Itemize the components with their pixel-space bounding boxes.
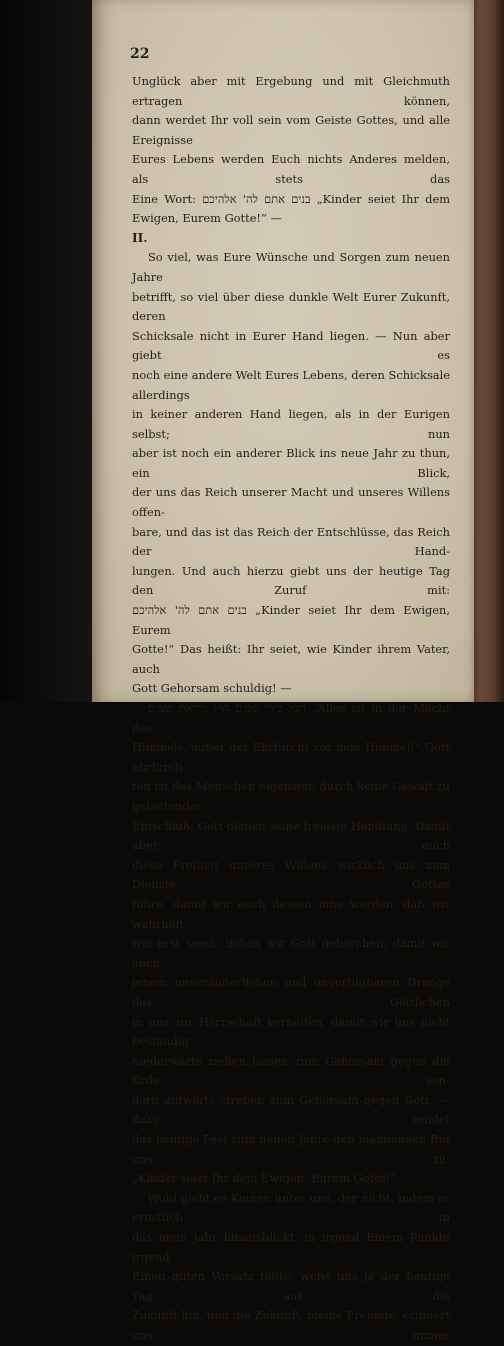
text-line: ten ist des Menschen eigenster, durch keine Gewalt zu gebietender	[132, 779, 450, 813]
section-heading: II.	[132, 230, 148, 245]
text-line: הכל בידי שמים חוץ מיראת שמים „Alles ist in der Macht des	[132, 701, 450, 735]
text-line: Himmels, außer der Ehrfurcht vor dem Himmel!“ Gott ehrfürch-	[132, 740, 450, 774]
text-line: führe, damit wir auch dessen inne werden, daß wir wahrhaft	[132, 896, 450, 931]
text-line: Gotte!“ Das heißt: Ihr seiet, wie Kinder ihrem Vater, auch	[132, 642, 450, 676]
text-line: bare, und das ist das Reich der Entschlüsse, das Reich der Hand-	[132, 524, 450, 559]
text-line: niederwärts ziehen lassen zum Gehorsam gegen die Erde, son-	[132, 1053, 450, 1088]
text-line: Ewigen, Eurem Gotte!“ —	[132, 211, 282, 226]
text-line: Entschluß; Gott dienen seine freieste Handlung. Damit aber auch	[132, 818, 450, 853]
text-line: diese Freiheit unseres Willens wirklich uns zum Dienste Gottes	[132, 857, 450, 892]
text-line: dern aufwärts streben zum Gehorsam gegen Gott, — dazu sendet	[132, 1092, 450, 1127]
page-text	[132, 72, 450, 1346]
text-line: Gott Gehorsam schuldig! —	[132, 681, 292, 696]
text-line: Eures Lebens werden Euch nichts Anderes melden, als stets das	[132, 152, 450, 186]
text-line: Wohl giebt es Keinen unter uns, der nicht, indem er ernstlich in	[132, 1190, 450, 1225]
page-number: 22	[130, 46, 150, 62]
text-line: noch eine andere Welt Eures Lebens, deren Schicksale allerdings	[132, 367, 450, 402]
text-line: Unglück aber mit Ergebung und mit Gleichmuth ertragen können,	[132, 74, 450, 108]
text-line: Schicksale nicht in Eurer Hand liegen. — Nun aber giebt es	[132, 328, 450, 363]
text-line: Einen guten Vorsatz faßte; weist uns ja der heutige Tag auf die	[132, 1269, 450, 1303]
text-line: lungen. Und auch hierzu giebt uns der heutige Tag den Zuruf mit:	[132, 563, 450, 598]
text-line: בנים אתם לה' אלהיכם „Kinder seiet Ihr dem Ewigen, Eurem	[132, 603, 450, 637]
text-line: aber ist noch ein anderer Blick ins neue Jahr zu thun, ein Blick,	[132, 446, 450, 480]
text-line: in uns zur Herrschaft verhelfen, damit wir uns nicht beständig	[132, 1014, 450, 1049]
text-line: Zukunft hin, und die Zukunft, meine Freunde, erinnert uns immer	[132, 1308, 450, 1342]
text-line: „Kinder seiet Ihr dem Ewigen, Eurem Gotte!“	[132, 1171, 396, 1186]
text-line: So viel, was Eure Wünsche und Sorgen zum neuen Jahre	[132, 250, 450, 284]
text-line: Eine Wort: בנים אתם לה' אלהיכם „Kinder seiet Ihr dem	[132, 191, 451, 206]
text-line: frei erst seien, indem wir Gott gehorchen, damit wir auch	[132, 936, 450, 970]
text-line: dann werdet Ihr voll sein vom Geiste Gottes, und alle Ereignisse	[132, 113, 450, 147]
book-page	[92, 0, 474, 1342]
text-line: das heutige Fest zum neuen Jahre den mahnenden Ruf uns zu:	[132, 1132, 450, 1166]
text-line: das neue Jahr hinausblickt, in irgend Einem Punkte irgend	[132, 1230, 450, 1264]
text-line: der uns das Reich unserer Macht und unseres Willens offen-	[132, 485, 450, 520]
text-line: jenem unveräußerlichen und unvertilgbaren Drange des Göttlichen	[132, 975, 450, 1009]
text-line: in keiner anderen Hand liegen, als in der Eurigen selbst; nun	[132, 407, 450, 441]
text-line: betrifft, so viel über diese dunkle Welt Eurer Zukunft, deren	[132, 289, 450, 324]
